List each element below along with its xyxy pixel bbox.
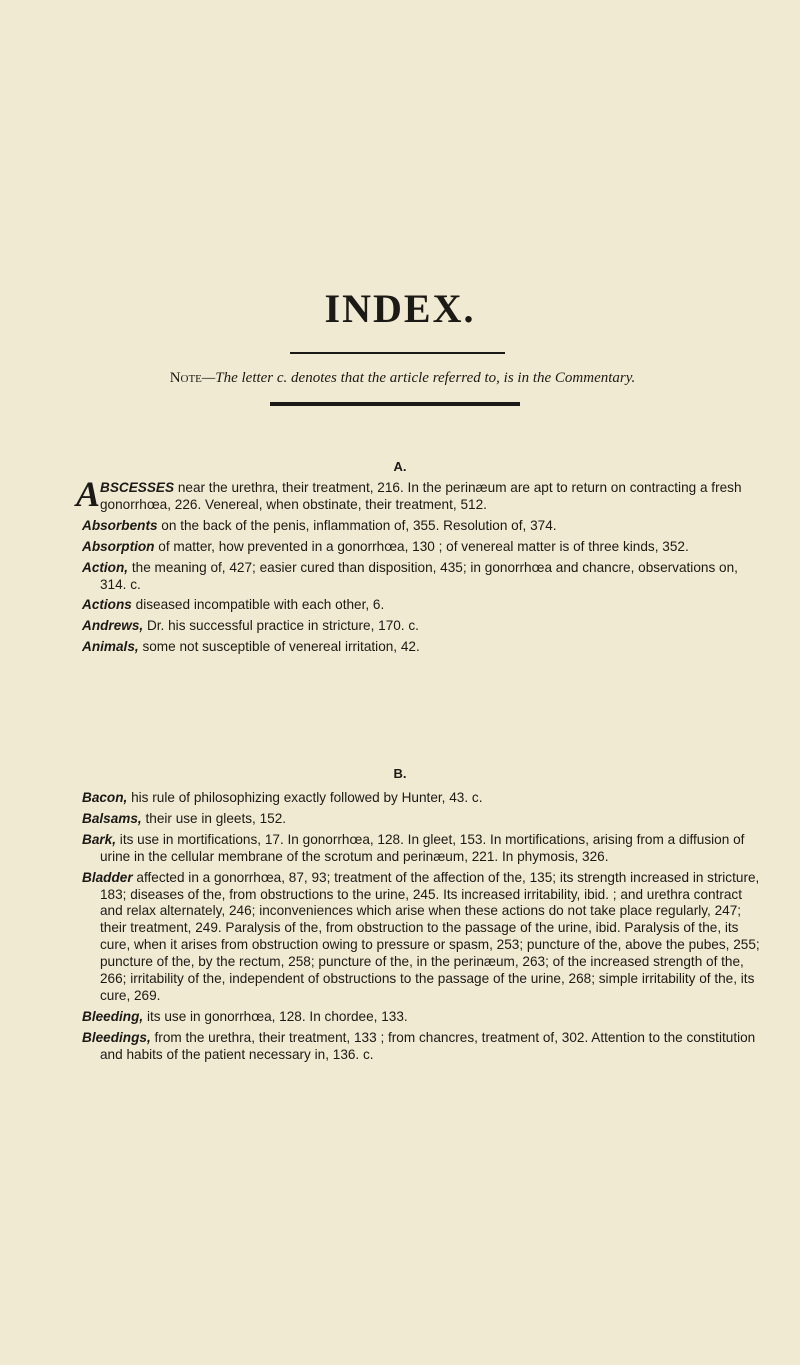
entry-text: from the urethra, their treatment, 133 ; from chancres, treatment of, 302. Attention to the constitution and habits of the patient necessary in, 136. c. [100, 1029, 756, 1062]
index-entry [82, 1030, 764, 1064]
index-entry [82, 811, 764, 828]
entry-headword: Andrews, [82, 618, 144, 634]
title-rule [290, 352, 505, 354]
entry-headword: Bleedings, [82, 1029, 151, 1045]
entry-headword: Absorbents [82, 517, 158, 533]
entry-headword: Bleeding, [82, 1008, 144, 1024]
section-b-entries [82, 790, 764, 1068]
section-a-entries [76, 474, 764, 660]
entry-headword: Action, [82, 559, 129, 575]
entry-text: the meaning of, 427; easier cured than disposition, 435; in gonorrhœa and chancre, observations on, 314. c. [100, 559, 738, 592]
entry-headword: Bladder [82, 869, 133, 885]
entry-text: his rule of philosophizing exactly followed by Hunter, 43. c. [127, 790, 483, 805]
entry-text: affected in a gonorrhœa, 87, 93; treatment of the affection of the, 135; its strength increased in stricture, 183; diseases of the, from obstructions to the urine, 245. Its increased irritability, ibid. ; and urethra contract and relax alternately, 246; inconveniences which arise when these actions do not take place regularly, 247; their treatment, 249. Paralysis of the, from obstruction to the passage of the urine, ibid. Paralysis of the, its cure, when it arises from obstruction owing to pressure or spasm, 253; puncture of the, above the pubes, 255; puncture of the, by the rectum, 258; puncture of the, in the perinæum, 263; of the increased strength of the, 266; irritability of the, independent of obstructions to the passage of the urine, 268; simple irritability of the, its cure, 269. [100, 869, 760, 1003]
index-entry [82, 597, 764, 614]
drop-cap: A [76, 474, 101, 514]
index-entry [82, 639, 764, 656]
entry-text: some not susceptible of venereal irritation, 42. [138, 639, 420, 655]
note [40, 370, 765, 387]
note-text: —The letter c. denotes that the article referred to, is in the Commentary. [201, 370, 636, 386]
entry-text: of matter, how prevented in a gonorrhœa, 130 ; of venereal matter is of three kinds, 352. [154, 538, 689, 554]
entry-headword: Balsams, [82, 810, 142, 826]
entry-headword: Animals, [82, 639, 139, 655]
entry-headword: Bark, [82, 831, 117, 847]
section-letter-a: A. [393, 459, 407, 474]
entry-text: diseased incompatible with each other, 6. [131, 597, 385, 613]
page-title: INDEX. [324, 286, 476, 331]
index-entry-abscesses [76, 474, 764, 514]
entry-text: their use in gleets, 152. [141, 810, 287, 826]
index-entry [82, 832, 764, 866]
entry-text: Dr. his successful practice in stricture, 170. c. [143, 618, 419, 634]
index-entry [82, 518, 764, 535]
index-entry [82, 790, 764, 807]
index-entry [82, 560, 764, 594]
entry-text: its use in gonorrhœa, 128. In chordee, 133. [143, 1008, 408, 1024]
note-rule [270, 402, 520, 406]
index-entry [82, 618, 764, 635]
note-label: Note [169, 370, 202, 386]
entry-headword: BSCESSES [100, 480, 175, 495]
section-letter-b: B. [393, 766, 407, 781]
entry-text: its use in mortifications, 17. In gonorrhœa, 128. In gleet, 153. In mortifications, arising from a diffusion of urine in the cellular membrane of the scrotum and perinæum, 221. In phymosis, 326. [100, 831, 745, 864]
index-entry [82, 539, 764, 556]
entry-headword: Absorption [82, 538, 155, 554]
entry-headword: Actions [82, 597, 132, 613]
entry-text: near the urethra, their treatment, 216. In the perinæum are apt to return on contracting a fresh gonorrhœa, 226. Venereal, when obstinate, their treatment, 512. [100, 480, 742, 512]
index-entry [82, 870, 764, 1005]
entry-headword: Bacon, [82, 790, 128, 805]
index-entry [82, 1009, 764, 1026]
entry-text: on the back of the penis, inflammation of, 355. Resolution of, 374. [157, 517, 557, 533]
